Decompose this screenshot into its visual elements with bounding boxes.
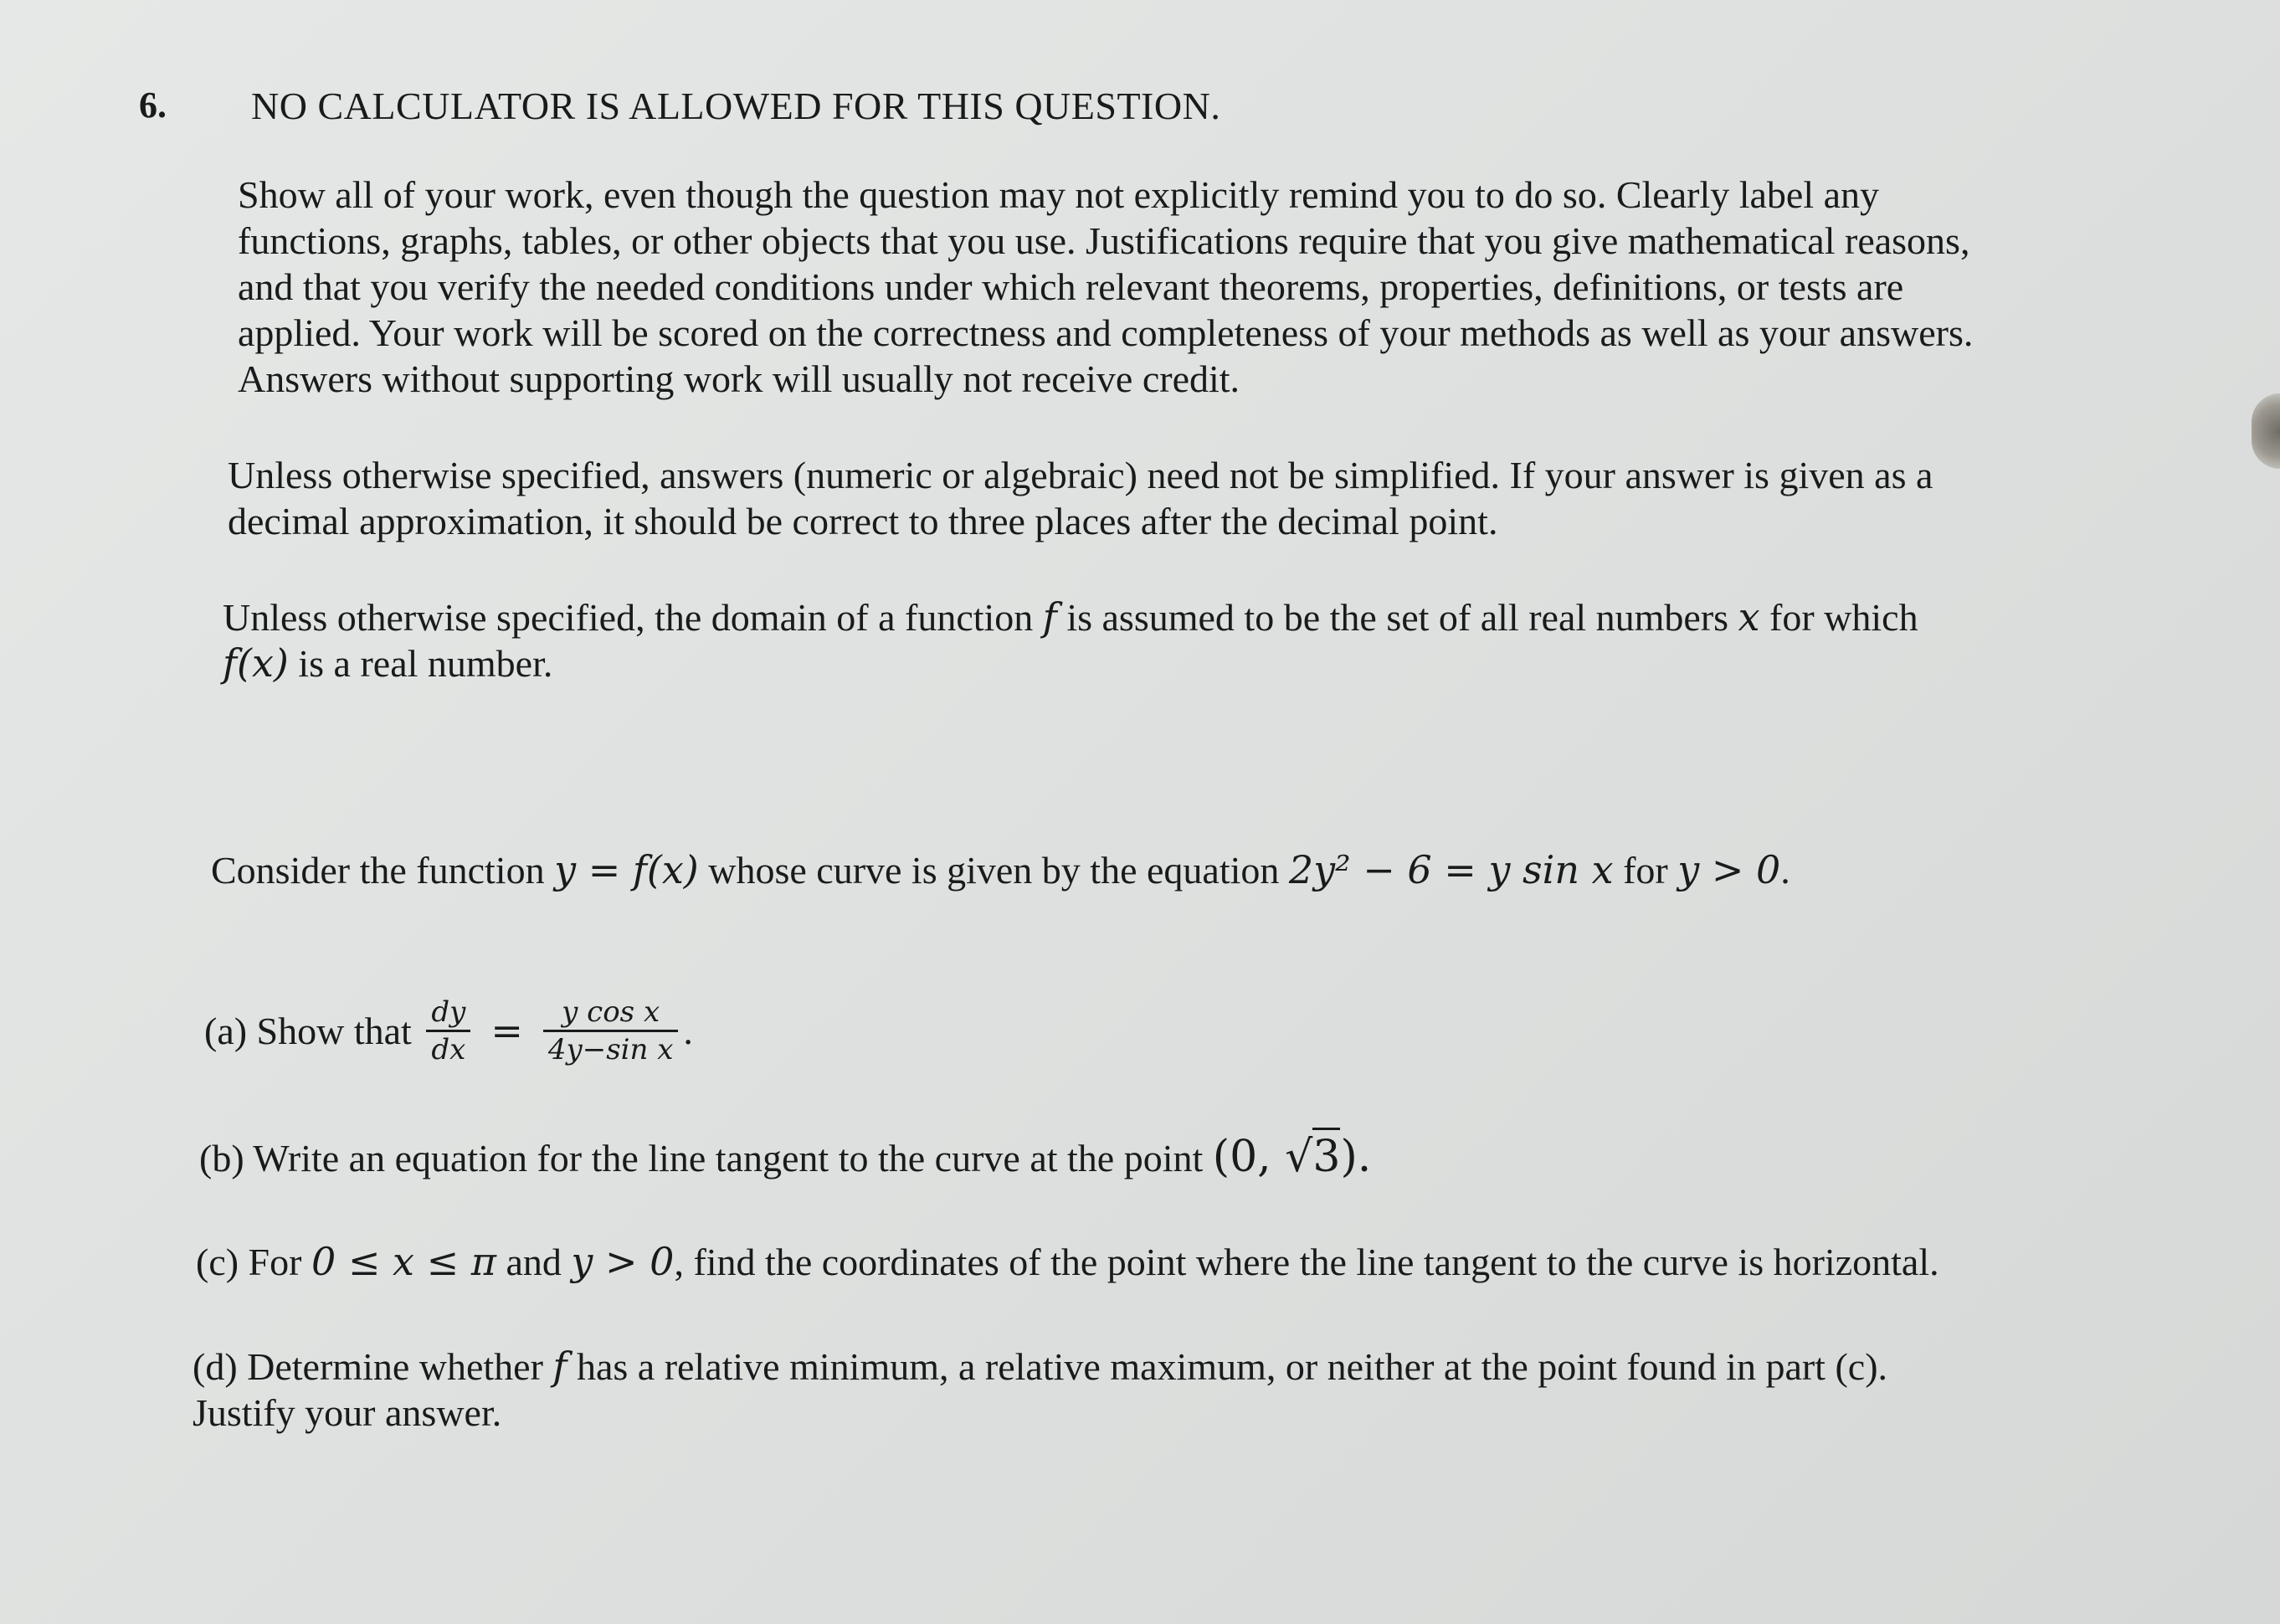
part-d [193, 1344, 2201, 1436]
question-number: 6. [139, 85, 167, 126]
part-d-justify: Justify your answer. [193, 1391, 502, 1434]
point-open: (0, [1212, 1132, 1286, 1182]
domain-text: is a real number. [288, 642, 553, 685]
instructions-paragraph-simplify [228, 452, 2186, 544]
domain-text: for which [1759, 596, 1918, 639]
part-b-text: (b) Write an equation for the line tangent to the curve at the point [199, 1137, 1213, 1179]
point-close: ). [1340, 1132, 1372, 1182]
result-denominator: 4y−sin x [547, 1033, 674, 1066]
derivative-fraction [426, 996, 470, 1066]
problem-text: for [1613, 849, 1678, 892]
problem-text: whose curve is given by the equation [698, 849, 1289, 892]
binder-clip-shadow [2252, 393, 2280, 469]
condition-y-positive: y > 0 [571, 1239, 675, 1284]
equals-sign: = [490, 1008, 523, 1053]
instruction-line: Unless otherwise specified, answers (numeric or algebraic) need not be simplified. If your answer is given as a [228, 454, 1933, 496]
sqrt-argument: 3 [1312, 1128, 1340, 1182]
part-a [204, 996, 1376, 1066]
part-a-end: . [683, 1010, 693, 1052]
derivative-denominator: dx [431, 1033, 466, 1066]
curve-equation: 2y² − 6 = y sin x [1288, 847, 1614, 892]
condition-y-positive: y > 0 [1677, 847, 1781, 892]
domain-text: is assumed to be the set of all real numbers [1056, 596, 1738, 639]
instruction-line: functions, graphs, tables, or other objects that you use. Justifications require that you give mathematical reasons, [238, 219, 1970, 262]
math-f: f [1042, 594, 1057, 640]
instruction-line: Show all of your work, even though the question may not explicitly remind you to do so. Clearly label any [238, 173, 1880, 216]
function-definition: y = f(x) [554, 847, 699, 892]
instruction-line: applied. Your work will be scored on the correctness and completeness of your methods as well as your answers. [238, 311, 1974, 354]
part-d-text: (d) Determine whether [193, 1345, 553, 1388]
instruction-line: Answers without supporting work will usually not receive credit. [238, 357, 1240, 400]
problem-text: . [1780, 849, 1790, 892]
part-c-label: (c) For [196, 1241, 311, 1283]
instructions-paragraph-domain [223, 594, 2181, 686]
x-range: 0 ≤ x ≤ π [311, 1239, 496, 1284]
part-c-text: , find the coordinates of the point where the line tangent to the curve is horizontal. [674, 1241, 1939, 1283]
instruction-line: decimal approximation, it should be correct to three places after the decimal point. [228, 500, 1498, 542]
result-numerator: y cos x [543, 996, 679, 1032]
derivative-numerator: dy [426, 996, 470, 1032]
math-f-of-x: f(x) [223, 640, 289, 686]
result-fraction [543, 996, 679, 1066]
part-d-text: has a relative minimum, a relative maximum, or neither at the point found in part (c). [567, 1345, 1888, 1388]
math-f: f [552, 1344, 567, 1389]
part-b [199, 1134, 2041, 1181]
part-c-text: and [496, 1241, 572, 1283]
sqrt-symbol: √ [1285, 1132, 1313, 1182]
part-c [196, 1239, 2205, 1285]
problem-statement [211, 847, 2203, 893]
problem-text: Consider the function [211, 849, 555, 892]
domain-text: Unless otherwise specified, the domain of a function [223, 596, 1043, 639]
math-x: x [1738, 594, 1760, 640]
no-calculator-header: NO CALCULATOR IS ALLOWED FOR THIS QUESTION. [251, 85, 1221, 127]
instruction-line: and that you verify the needed conditions under which relevant theorems, properties, definitions, or tests are [238, 265, 1904, 308]
part-a-label: (a) Show that [204, 1010, 422, 1052]
instructions-paragraph-work [238, 172, 2196, 402]
